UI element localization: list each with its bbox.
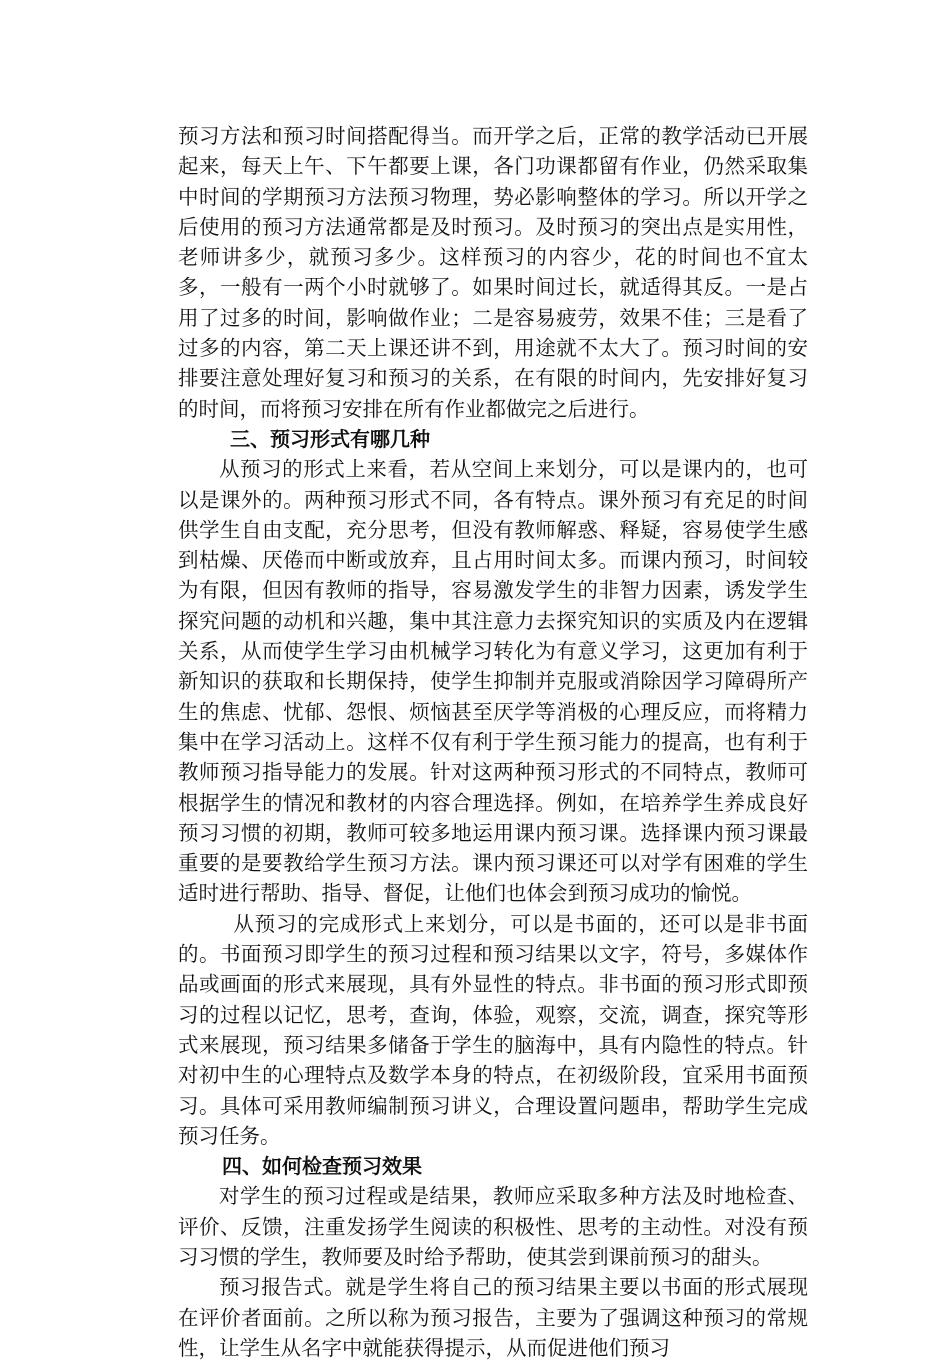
paragraph-preview-forms-completion: 从预习的完成形式上来划分，可以是书面的，还可以是非书面的。书面预习即学生的预习过程和预习结果以文字，符号，多媒体作品或画面的形式来展现，具有外显性的特点。非书面的预习形式即预习的过程以记忆，思考，查询，体验，观察，交流，调查，探究等形式来展现，预习结果多储备于学生的脑海中，具有内隐性的特点。针对初中生的心理特点及数学本身的特点，在初级阶段，宜采用书面预习。具体可采用教师编制预习讲义，合理设置问题串，帮助学生完成预习任务。 [178,911,808,1148]
section-heading-3: 三、预习形式有哪几种 [230,426,430,451]
body-text-column [178,121,808,1363]
section-heading-4: 四、如何检查预习效果 [222,1154,422,1179]
paragraph-preview-forms-space: 从预习的形式上来看，若从空间上来划分，可以是课内的，也可以是课外的。两种预习形式不同，各有特点。课外预习有充足的时间供学生自由支配，充分思考，但没有教师解惑、释疑，容易使学生感到枯燥、厌倦而中断或放弃，且占用时间太多。而课内预习，时间较为有限，但因有教师的指导，容易激发学生的非智力因素，诱发学生探究问题的动机和兴趣，集中其注意力去探究知识的实质及内在逻辑关系，从而使学生学习由机械学习转化为有意义学习，这更加有利于新知识的获取和长期保持，使学生抑制并克服或消除因学习障碍所产生的焦虑、忧郁、怨恨、烦恼甚至厌学等消极的心理反应，而将精力集中在学习活动上。这样不仅有利于学生预习能力的提高，也有利于教师预习指导能力的发展。针对这两种预习形式的不同特点，教师可根据学生的情况和教材的内容合理选择。例如，在培养学生养成良好预习习惯的初期，教师可较多地运用课内预习课。选择课内预习课最重要的是要教给学生预习方法。课内预习课还可以对学有困难的学生适时进行帮助、指导、督促，让他们也体会到预习成功的愉悦。 [178,457,808,906]
paragraph-preview-timing: 预习方法和预习时间搭配得当。而开学之后，正常的教学活动已开展起来，每天上午、下午都要上课，各门功课都留有作业，仍然采取集中时间的学期预习方法预习物理，势必影响整体的学习。所以开学之后使用的预习方法通常都是及时预习。及时预习的突出点是实用性，老师讲多少，就预习多少。这样预习的内容少，花的时间也不宜太多，一般有一两个小时就够了。如果时间过长，就适得其反。一是占用了过多的时间，影响做作业；二是容易疲劳，效果不佳；三是看了过多的内容，第二天上课还讲不到，用途就不太大了。预习时间的安排要注意处理好复习和预习的关系，在有限的时间内，先安排好复习的时间，而将预习安排在所有作业都做完之后进行。 [178,124,808,421]
paragraph-preview-report: 预习报告式。就是学生将自己的预习结果主要以书面的形式展现在评价者面前。之所以称为预习报告，主要为了强调这种预习的常规性，让学生从名字中就能获得提示，从而促进他们预习 [178,1275,808,1360]
paragraph-check-effect: 对学生的预习过程或是结果，教师应采取多种方法及时地检查、评价、反馈，注重发扬学生阅读的积极性、思考的主动性。对没有预习习惯的学生，教师要及时给予帮助，使其尝到课前预习的甜头。 [178,1184,808,1269]
